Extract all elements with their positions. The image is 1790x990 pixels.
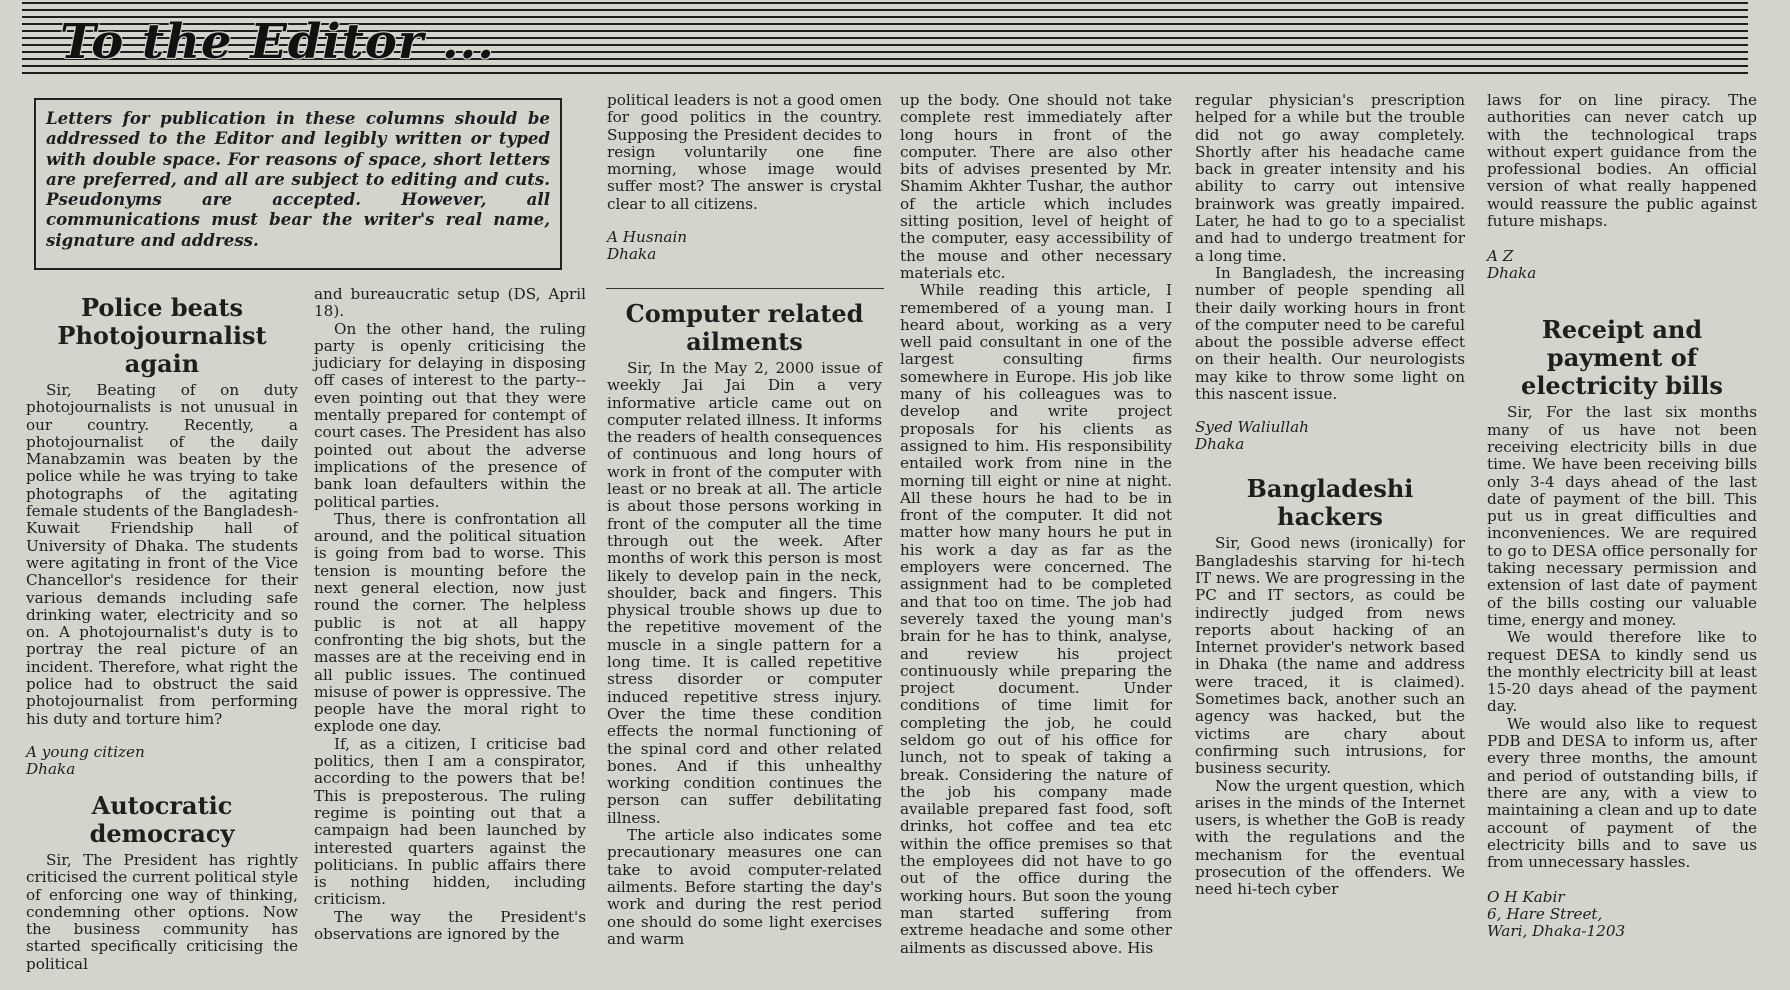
letter-paragraph: We would also like to request PDB and DESA to inform us, after every three months, the amount and period of outstanding bills, if there are any, with a view to maintaining a clean and up to date account of payment of the electricity bills and to save us from unnecessary hassles. <box>1487 714 1757 872</box>
signature-place: Dhaka <box>607 245 657 264</box>
signature <box>607 229 882 263</box>
letter-paragraph: Now the urgent question, which arises in the minds of the Internet users, is whether the GoB is ready with the regulations and the mechanism for the eventual prosecution of the offenders. We need hi-tech cyber <box>1195 776 1465 899</box>
signature-place: Dhaka <box>1487 264 1537 283</box>
headline-autocratic: Autocratic democracy <box>89 790 235 848</box>
headline-electricity: Receipt and payment of electricity bills <box>1521 315 1723 401</box>
letter-paragraph: Thus, there is confrontation all around, and the political situation is going from bad to worse. This tension is mounting before the next general election, now just round the corner. The helpless public is not at all happy confronting the big shots, but the masses are at the receiving end in all public issues. The continued misuse of power is oppressive. The people have the moral right to explode one day. <box>314 509 586 736</box>
headline-computer: Computer related ailments <box>625 299 864 356</box>
column-2 <box>314 286 586 943</box>
signature-name: O H Kabir <box>1487 888 1565 907</box>
letter-paragraph: political leaders is not a good omen for good politics in the country. Supposing the President decides to resign voluntarily one fine morning, whose image would suffer most? The answer is crystal clear to all citizens. <box>607 91 882 213</box>
signature <box>1487 889 1757 940</box>
letter-paragraph: In Bangladesh, the increasing number of people spending all their daily working hours in front of the computer need to be careful about the possible adverse effect on their health. Our neurologists may kike to throw some light on this nascent issue. <box>1195 263 1465 404</box>
letter-paragraph: regular physician's prescription helped for a while but the trouble did not go away completely. Shortly after his headache came back in greater intensity and his ability to carry out intensive brainwork was greatly impaired. Later, he had to go to a specialist and had to undergo treatment for a long time. <box>1195 91 1465 265</box>
letter-paragraph: up the body. One should not take complete rest immediately after long hours in front of the computer. There are also other bits of advises presented by Mr. Shamim Akhter Tushar, the author of the article which includes sitting position, level of height of the computer, easy accessibility of the mouse and other necessary materials etc. <box>900 91 1172 282</box>
editorial-notice-box: Letters for publication in these columns should be addressed to the Editor and legibly written or typed with double space. For reasons of space, short letters are preferred, and all are subject to editing and cuts. Pseudonyms are accepted. However, all communications must bear the writer's real name, signature and address. <box>34 98 562 270</box>
letter-paragraph: Sir, Good news (ironically) for Bangladeshis starving for hi-tech IT news. We are progressing in the PC and IT sectors, as could be indirectly judged from news reports about hacking of an Internet provider's network based in Dhaka (the name and address were traced, it is claimed). Sometimes back, another such an agency was hacked, but the victims are chary about confirming such intrusions, for business security. <box>1195 534 1465 778</box>
divider <box>606 288 884 289</box>
signature-place: Dhaka <box>26 759 76 778</box>
signature <box>1487 248 1757 282</box>
letter-paragraph: Sir, For the last six months many of us have not been receiving electricity bills in due time. We have been receiving bills only 3-4 days ahead of the last date of payment of the bill. This put us in great difficulties and inconveniences. We are required to go to DESA office personally for taking necessary permission and extension of last date of payment of the bills costing our valuable time, energy and money. <box>1487 403 1757 629</box>
signature <box>26 744 298 778</box>
signature-name: A Z <box>1487 247 1514 266</box>
letter-paragraph: and bureaucratic setup (DS, April 18). <box>314 285 586 321</box>
letter-paragraph: Sir, Beating of on duty photojournalists is not unusual in our country. Recently, a photojournalist of the daily Manabzamin was beaten by the police while he was trying to take photographs of the agitating female students of the Bangladesh-Kuwait Friendship hall of University of Dhaka. The students were agitating in front of the Vice Chancellor's residence for their various demands including safe drinking water, electricity and so on. A photojournalist's duty is to portray the real picture of an incident. Therefore, what right the police had to obstruct the said photojournalist from performing his duty and torture him? <box>26 381 298 728</box>
letter-paragraph: The way the President's observations are ignored by the <box>314 907 586 943</box>
column-3-lower <box>607 294 882 948</box>
signature <box>1195 419 1465 453</box>
column-1 <box>26 288 298 973</box>
headline-police: Police beats Photojournalist again <box>57 293 267 378</box>
column-6 <box>1487 92 1757 940</box>
letter-paragraph: On the other hand, the ruling party is openly criticising the judiciary for delaying in disposing off cases of interest to the party--even pointing out that they were mentally prepared for contempt of court cases. The President has also pointed out about the adverse implications of the presence of bank loan defaulters within the political parties. <box>314 319 586 511</box>
signature-address-line-1: 6, Hare Street, <box>1487 905 1603 924</box>
letter-paragraph: While reading this article, I remembered of a young man. I heard about, working as a very well paid consultant in one of the largest consulting firms somewhere in Europe. His job like many of his colleagues was to develop and write project proposals for his clients as assigned to him. His responsibility entailed work from nine in the morning till eight or nine at night. All these hours he had to be in front of the computer. It did not matter how many hours he put in his work a day as far as the employers were concerned. The assignment had to be completed and that too on time. The job had severely taxed the young man's brain for he has to think, analyse, and review his project continuously while preparing the project document. Under conditions of time limit for completing the job, he could seldom go out of his office for lunch, not to speak of taking a break. Considering the nature of the job his company made available prepared fast food, soft drinks, hot coffee and tea etc within the office premises so that the employees did not have to go out of the office during the working hours. But soon the young man started suffering from extreme headache and some other ailments as discussed above. His <box>900 281 1172 957</box>
letter-paragraph: Sir, In the May 2, 2000 issue of weekly Jai Jai Din a very informative article came out on computer related illness. It informs the readers of health consequences of continuous and long hours of work in front of the computer with least or no break at all. The article is about those persons working in front of the computer all the time through out the week. After months of work this person is most likely to develop pain in the neck, shoulder, back and fingers. This physical trouble shows up due to the repetitive movement of the muscle in a single pattern for a long time. It is called repetitive stress disorder or computer induced repetitive stress injury. Over the time these condition effects the normal functioning of the spinal cord and other related bones. And if this unhealthy working condition continues the person can suffer debilitating illness. <box>607 359 882 827</box>
column-3 <box>607 92 882 263</box>
section-title: To the Editor ... <box>60 14 495 70</box>
signature-address-line-2: Wari, Dhaka-1203 <box>1487 922 1626 941</box>
signature-name: A Husnain <box>607 228 688 247</box>
signature-place: Dhaka <box>1195 435 1245 454</box>
column-4 <box>900 92 1172 957</box>
signature-name: Syed Waliullah <box>1195 418 1309 437</box>
letter-paragraph: laws for on line piracy. The authorities can never catch up with the technological traps without expert guidance from the professional bodies. An official version of what really happened would reassure the public against future mishaps. <box>1487 91 1757 231</box>
headline-hackers: Bangladeshi hackers <box>1246 474 1414 532</box>
letter-paragraph: Sir, The President has rightly criticised the current political style of enforcing one way of thinking, condemning other options. Now the business community has started specifically criticising the political <box>26 850 298 973</box>
letter-paragraph: If, as a citizen, I criticise bad politics, then I am a conspirator, according to the powers that be! This is preposterous. The ruling regime is pointing out that a campaign had been launched by interested quarters against the politicians. In public affairs there is nothing hidden, including criticism. <box>314 734 586 909</box>
letter-paragraph: We would therefore like to request DESA to kindly send us the monthly electricity bill at least 15-20 days ahead of the payment day. <box>1487 628 1757 716</box>
letter-paragraph: The article also indicates some precautionary measures one can take to avoid computer-related ailments. Before starting the day's work and during the rest period one should do some light exercises and warm <box>607 826 882 948</box>
signature-name: A young citizen <box>26 742 145 761</box>
column-5 <box>1195 92 1465 899</box>
